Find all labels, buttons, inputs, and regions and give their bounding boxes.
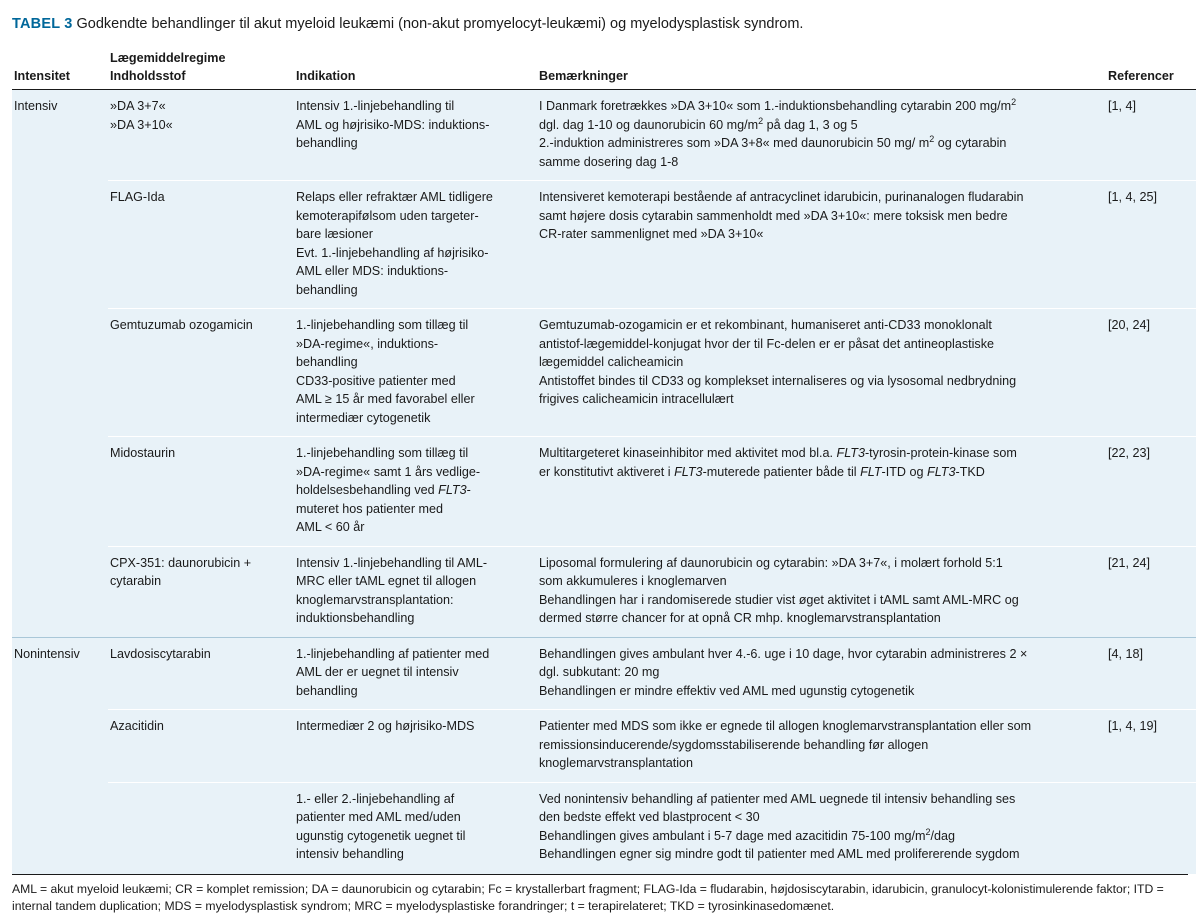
cell-regime: Azacitidin (108, 710, 294, 783)
table-row (12, 637, 1196, 710)
cell-remarks: Behandlingen gives ambulant hver 4.-6. uge i 10 dage, hvor cytarabin administreres 2 × dgl. subkutant: 20 mg Behandlingen er mindre effektiv ved AML med ugunstig cytogenetik (537, 637, 1106, 710)
cell-regime: Gemtuzumab ozogamicin (108, 309, 294, 437)
table-row (12, 437, 1196, 547)
table-header-top-row (12, 46, 1196, 66)
cell-references (1106, 782, 1196, 874)
cell-remarks: Intensiveret kemoterapi bestående af antracyclinet idarubicin, purinanalogen fludarabin samt højere dosis cytarabin sammenholdt med »DA 3+10«: mere toksisk men bedre CR-rater sammenlignet med »DA 3+10« (537, 181, 1106, 309)
cell-indication: Intensiv 1.-linjebehandling til AML- MRC eller tAML egnet til allogen knoglemarvstransplantation: induktionsbehandling (294, 546, 537, 637)
cell-references: [21, 24] (1106, 546, 1196, 637)
cell-indication: Relaps eller refraktær AML tidligere kemoterapifølsom uden targeter- bare læsioner Evt. 1.-linjebehandling af højrisiko- AML eller MDS: induktions- behandling (294, 181, 537, 309)
th-indication: Indikation (294, 66, 537, 90)
cell-references: [1, 4, 19] (1106, 710, 1196, 783)
abbreviations-footnote: AML = akut myeloid leukæmi; CR = komplet remission; DA = daunorubicin og cytarabin; Fc = krystallerbart fragment; FLAG-Ida = fludarabin, højdosiscytarabin, idarubicin, granulocyt-kolonistimulerende faktor; ITD = internal tandem duplication; MDS = myelodysplastisk syndrom; MRC = myelodysplastiske forandringer; t = terapirelateret; TKD = tyrosinkinasedomænet. (12, 881, 1164, 913)
cell-regime: CPX-351: daunorubicin + cytarabin (108, 546, 294, 637)
cell-regime: Lavdosiscytarabin (108, 637, 294, 710)
cell-indication: Intensiv 1.-linjebehandling til AML og højrisiko-MDS: induktions- behandling (294, 90, 537, 181)
th-spacer-2 (294, 46, 537, 66)
cell-regime: FLAG-Ida (108, 181, 294, 309)
table-number: TABEL 3 (12, 16, 73, 32)
treatments-table (12, 46, 1196, 874)
table-row (12, 710, 1196, 783)
th-spacer-3 (537, 46, 1106, 66)
cell-indication: 1.-linjebehandling som tillæg til »DA-regime«, induktions- behandling CD33-positive patienter med AML ≥ 15 år med favorabel eller intermediær cytogenetik (294, 309, 537, 437)
cell-intensity: Nonintensiv (12, 637, 108, 874)
table-row (12, 181, 1196, 309)
table-row (12, 90, 1196, 181)
cell-references: [22, 23] (1106, 437, 1196, 547)
cell-remarks: I Danmark foretrækkes »DA 3+10« som 1.-induktionsbehandling cytarabin 200 $mg/m^2$ dgl. dag 1-10 og daunorubicin 60 $mg/m^2$ på dag 1, 3 og 5 2.-induktion administreres som »DA 3+8« med daunorubicin 50 mg/ $m^2$ og cytarabin samme dosering dag 1-8 (537, 90, 1106, 181)
cell-remarks: Ved nonintensiv behandling af patienter med AML uegnede til intensiv behandling ses den bedste effekt ved blastprocent < 30 Behandlingen gives ambulant i 5-7 dage med azacitidin 75-100 $mg/m^2$/dag Behandlingen egner sig mindre godt til patienter med AML med prolifererende sygdom (537, 782, 1106, 874)
th-spacer-1 (12, 46, 108, 66)
cell-indication: 1.-linjebehandling af patienter med AML der er uegnet til intensiv behandling (294, 637, 537, 710)
cell-indication: Intermediær 2 og højrisiko-MDS (294, 710, 537, 783)
table-row (12, 546, 1196, 637)
th-substance: Indholdsstof (108, 66, 294, 90)
table-head (12, 46, 1196, 90)
cell-references: [20, 24] (1106, 309, 1196, 437)
th-intensity: Intensitet (12, 66, 108, 90)
cell-indication: 1.-linjebehandling som tillæg til »DA-regime« samt 1 års vedlige- holdelsesbehandling ved FLT3- muteret hos patienter med AML < 60 år (294, 437, 537, 547)
table-caption-text: Godkendte behandlinger til akut myeloid leukæmi (non-akut promyelocyt-leukæmi) og myelodysplastisk syndrom. (76, 16, 804, 32)
cell-references: [1, 4, 25] (1106, 181, 1196, 309)
th-remarks: Bemærkninger (537, 66, 1106, 90)
th-regime-group: Lægemiddelregime (110, 51, 226, 65)
cell-intensity: Intensiv (12, 90, 108, 638)
cell-remarks: Multitargeteret kinaseinhibitor med aktivitet mod bl.a. FLT3-tyrosin-protein-kinase som er konstitutivt aktiveret i FLT3-muterede patienter både til FLT-ITD og FLT3-TKD (537, 437, 1106, 547)
cell-regime: Midostaurin (108, 437, 294, 547)
table-caption (12, 14, 1172, 34)
table-body (12, 90, 1196, 874)
table-row (12, 309, 1196, 437)
cell-regime (108, 782, 294, 874)
table-header-row (12, 66, 1196, 90)
th-spacer-4 (1106, 46, 1196, 66)
cell-remarks: Liposomal formulering af daunorubicin og cytarabin: »DA 3+7«, i molært forhold 5:1 som akkumuleres i knoglemarven Behandlingen har i randomiserede studier vist øget aktivitet i tAML samt AML-MRC og dermed større chancer for at opnå CR mhp. knoglemarvstransplantation (537, 546, 1106, 637)
cell-indication: 1.- eller 2.-linjebehandling af patienter med AML med/uden ugunstig cytogenetik uegnet til intensiv behandling (294, 782, 537, 874)
cell-regime: »DA 3+7« »DA 3+10« (108, 90, 294, 181)
table-row (12, 782, 1196, 874)
footnote-container (12, 874, 1188, 915)
cell-references: [1, 4] (1106, 90, 1196, 181)
cell-remarks: Gemtuzumab-ozogamicin er et rekombinant, humaniseret anti-CD33 monoklonalt antistof-lægemiddel-konjugat hvor der til Fc-delen er er påsat det antineoplastiske lægemiddel calicheamicin Antistoffet bindes til CD33 og komplekset internaliseres og via lysosomal nedbrydning frigives calicheamicin intracellulært (537, 309, 1106, 437)
th-references: Referencer (1106, 66, 1196, 90)
cell-remarks: Patienter med MDS som ikke er egnede til allogen knoglemarvstransplantation eller som remissionsinducerende/sygdomsstabiliserende behandling før allogen knoglemarvstransplantation (537, 710, 1106, 783)
cell-references: [4, 18] (1106, 637, 1196, 710)
